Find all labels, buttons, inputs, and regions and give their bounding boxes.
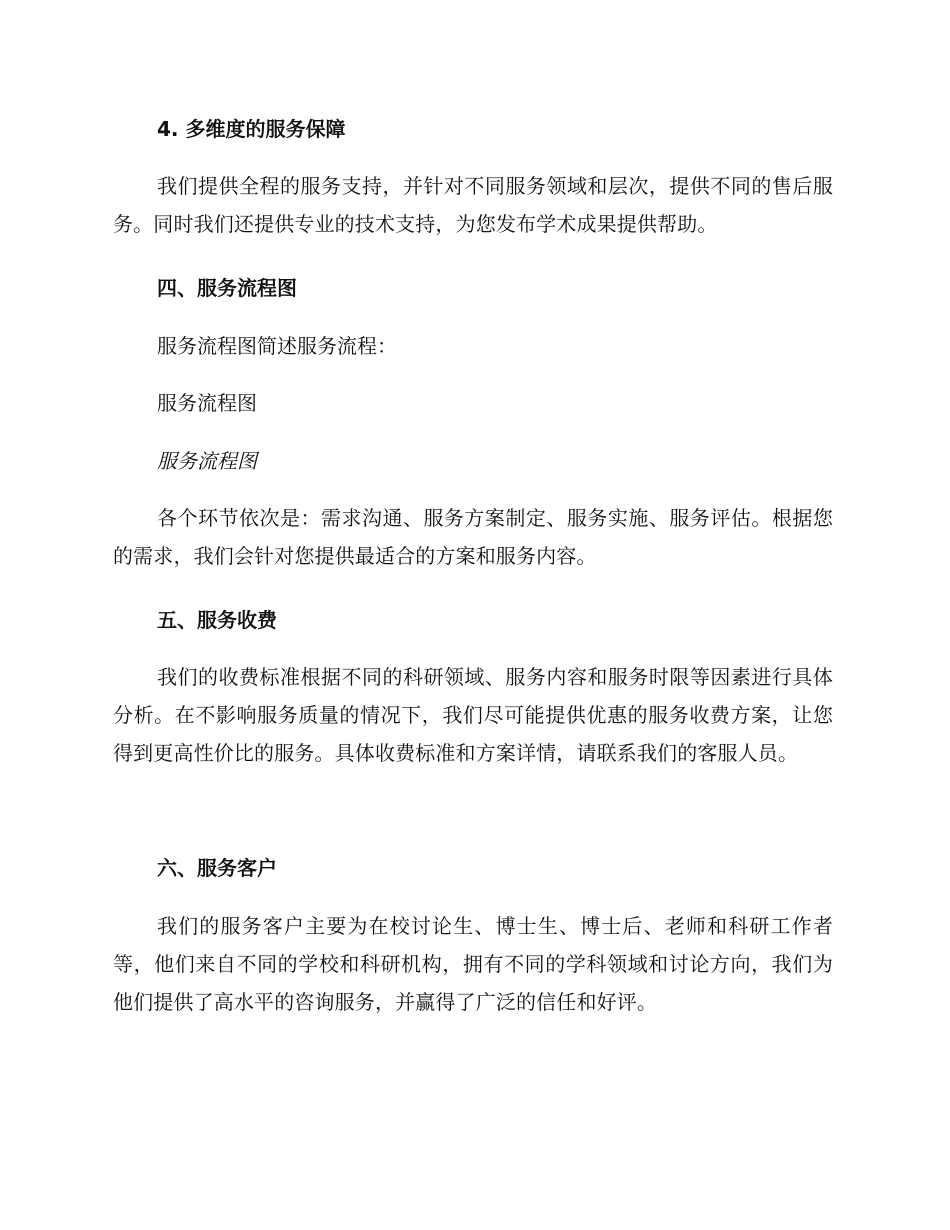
paragraph-flowchart-steps: 各个环节依次是：需求沟通、服务方案制定、服务实施、服务评估。根据您的需求，我们会针对您提供最适合的方案和服务内容。 bbox=[113, 506, 833, 568]
section-heading-clients: 六、服务客户 bbox=[157, 856, 277, 880]
paragraph-service-guarantee: 我们提供全程的服务支持，并针对不同服务领域和层次，提供不同的售后服务。同时我们还提供专业的技术支持，为您发布学术成果提供帮助。 bbox=[113, 174, 833, 236]
flowchart-image-placeholder: 服务流程图 bbox=[157, 391, 257, 415]
section-heading-fees: 五、服务收费 bbox=[157, 608, 277, 632]
section-heading-service-guarantee: 4. 多维度的服务保障 bbox=[157, 117, 346, 141]
paragraph-clients: 我们的服务客户主要为在校讨论生、博士生、博士后、老师和科研工作者等，他们来自不同的学校和科研机构，拥有不同的学科领域和讨论方向，我们为他们提供了高水平的咨询服务，并赢得了广泛的信任和好评。 bbox=[113, 914, 833, 1014]
paragraph-fees: 我们的收费标准根据不同的科研领域、服务内容和服务时限等因素进行具体分析。在不影响服务质量的情况下，我们尽可能提供优惠的服务收费方案，让您得到更高性价比的服务。具体收费标准和方案详情，请联系我们的客服人员。 bbox=[113, 665, 833, 765]
section-heading-flowchart: 四、服务流程图 bbox=[157, 276, 297, 300]
flowchart-intro: 服务流程图简述服务流程： bbox=[157, 334, 397, 358]
flowchart-caption: 服务流程图 bbox=[157, 449, 257, 473]
